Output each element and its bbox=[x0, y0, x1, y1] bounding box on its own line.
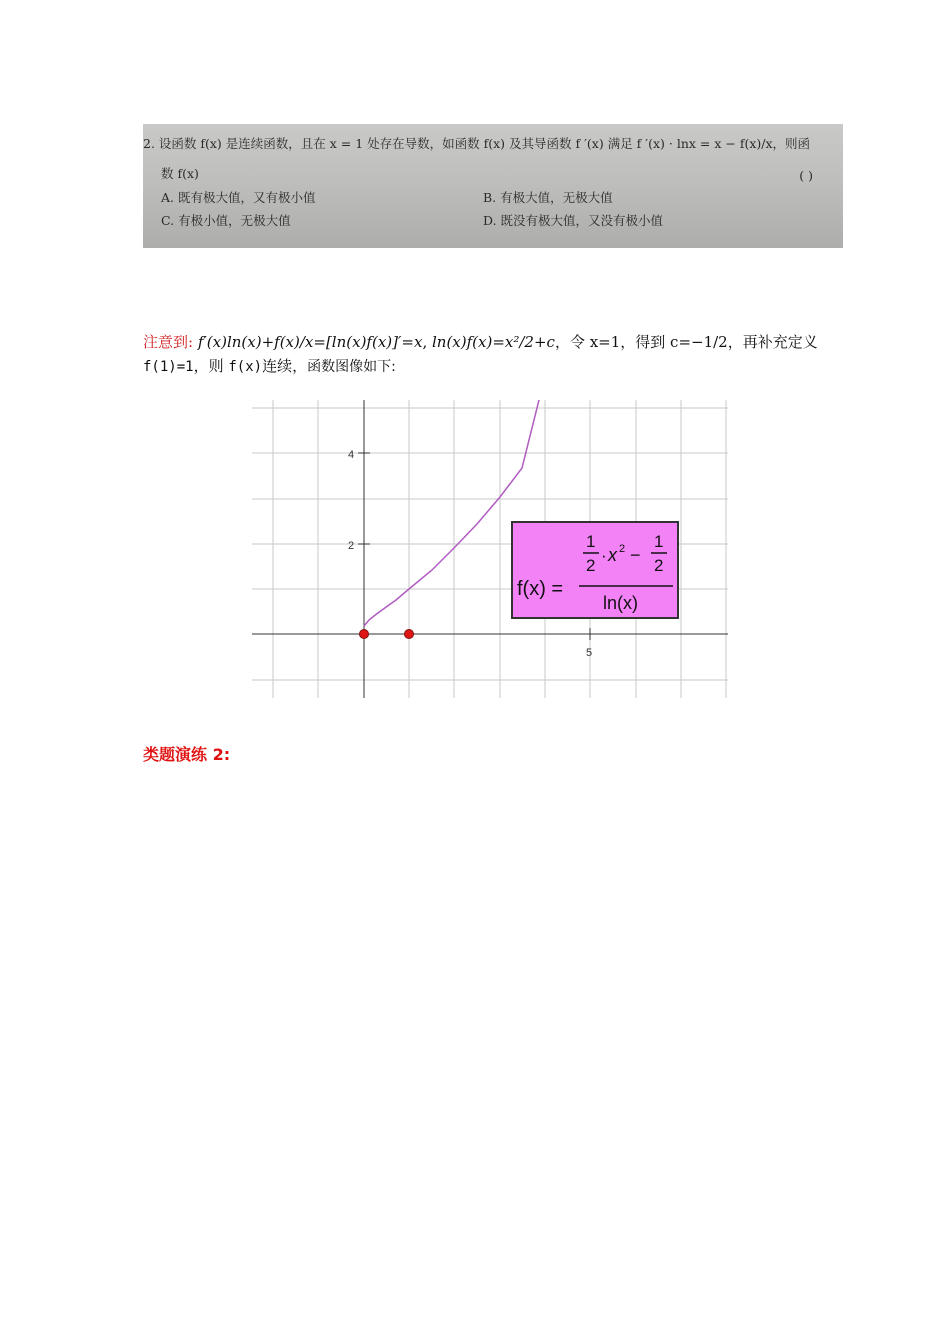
formula-box bbox=[511, 521, 679, 619]
note-equation-2: ln(x)f(x)=x²/2+c bbox=[431, 333, 555, 351]
option-a: A. 既有极大值，又有极小值 bbox=[161, 190, 316, 205]
formula-denominator: ln(x) bbox=[603, 593, 638, 613]
note-equation-1: f′(x)ln(x)+f(x)/x=[ln(x)f(x)]′=x bbox=[197, 333, 423, 351]
question-line-2: 数 f(x) bbox=[161, 166, 199, 181]
formula-var-x: x bbox=[608, 545, 617, 565]
point-origin bbox=[360, 630, 369, 639]
formula-minus: − bbox=[630, 545, 641, 565]
question-photo bbox=[143, 124, 843, 248]
formula-num-b-top: 1 bbox=[654, 532, 664, 551]
y-tick-label-2: 2 bbox=[348, 540, 355, 552]
x-tick-label-5: 5 bbox=[586, 647, 593, 659]
question-line-1: 2. 设函数 f(x) 是连续函数，且在 x = 1 处存在导数，如函数 f(x) 及其导函数 f ′(x) 满足 f ′(x) · lnx = x − f(x)/x，则函 bbox=[143, 136, 811, 151]
note-text-1: ，令 x=1，得到 c=−1/2，再补充定义 bbox=[554, 333, 818, 351]
point-x-one bbox=[405, 630, 414, 639]
formula-num-a-bot: 2 bbox=[586, 556, 596, 575]
exercise-title: 类题演练 2: bbox=[143, 745, 231, 764]
option-d: D. 既没有极大值，又没有极小值 bbox=[483, 213, 664, 228]
note-separator: , bbox=[422, 333, 432, 351]
formula-num-a-top: 1 bbox=[586, 532, 596, 551]
note-definition: f(1)=1 bbox=[143, 359, 194, 375]
solution-note bbox=[143, 330, 823, 379]
option-c: C. 有极小值，无极大值 bbox=[161, 213, 291, 228]
formula-exponent: 2 bbox=[619, 543, 626, 555]
formula-lhs: f(x) = bbox=[517, 578, 564, 600]
note-label: 注意到: bbox=[143, 333, 194, 351]
formula-dot: · bbox=[601, 546, 607, 565]
note-text-2: ，则 bbox=[193, 357, 229, 375]
y-tick-label-4: 4 bbox=[348, 449, 355, 461]
option-b: B. 有极大值，无极大值 bbox=[483, 190, 613, 205]
note-fx: f(x) bbox=[228, 359, 263, 375]
note-text-3: 连续， bbox=[262, 357, 308, 375]
note-graph-intro: 函数图像如下: bbox=[307, 359, 396, 375]
formula-expression bbox=[513, 523, 677, 617]
answer-parentheses: ( ) bbox=[799, 168, 813, 183]
formula-num-b-bot: 2 bbox=[654, 556, 664, 575]
